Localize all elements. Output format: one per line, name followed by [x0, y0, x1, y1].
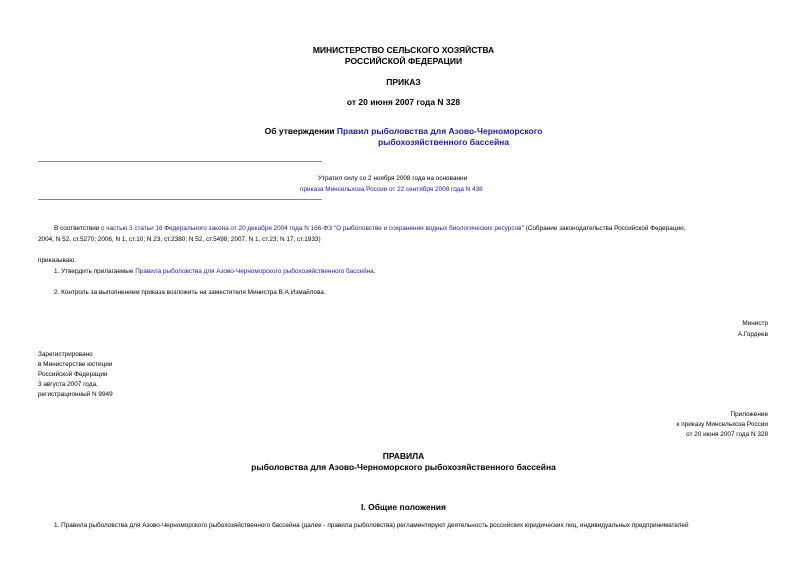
appendix-line: Приложение — [730, 411, 768, 418]
appendix-line: от 20 июня 2007 года N 328 — [686, 431, 768, 438]
section-paragraph-1: 1. Правила рыболовства для Азово-Черноморского рыбохозяйственного бассейна (далее - правила рыболовства) регламентируют деятельность российских юридических лиц, индивидуальных предпринимателей — [54, 522, 689, 529]
rules-subtitle: рыболовства для Азово-Черноморского рыбохозяйственного бассейна — [251, 462, 556, 472]
rules-title: ПРАВИЛА — [382, 451, 425, 461]
divider-top — [38, 161, 322, 162]
order-item-1 — [54, 266, 376, 277]
subject-line2 — [0, 137, 807, 148]
orders-intro: приказываю: — [38, 257, 76, 264]
signature-title: Министр — [742, 320, 768, 327]
section-heading: I. Общие положения — [361, 502, 446, 512]
preamble-text-after: (Собрание законодательства Российской Федерации, — [523, 225, 686, 232]
registration-line: 3 августа 2007 года, — [38, 381, 98, 388]
rules-link[interactable]: Правила рыболовства для Азово-Черноморского рыбохозяйственного бассейна — [135, 268, 374, 275]
order-item-2: 2. Контроль за выполнением приказа возложить на заместителя Министра В.А.Измайлова. — [54, 289, 326, 296]
rules-link-title-cont[interactable]: рыбохозяйственного бассейна — [377, 137, 510, 147]
preamble-line2: 2004, N 52, ст.5270; 2006, N 1, ст.10; N 23, ст.2380; N 52, ст.5498; 2007, N 1, ст.23; N 17, ст.1933) — [38, 236, 321, 243]
signature-name: А.Гордеев — [737, 331, 768, 338]
registration-line: Российской Федерации — [38, 371, 108, 378]
divider-bottom — [38, 199, 322, 200]
registration-line: регистрационный N 9949 — [38, 391, 113, 398]
law-article-link[interactable]: частью 3 статьи 16 Федерального закона от 20 декабря 2004 года N 166-ФЗ — [106, 225, 333, 232]
ministry-line2: РОССИЙСКОЙ ФЕДЕРАЦИИ — [344, 56, 463, 66]
status-note-line1: Утратил силу со 2 ноября 2008 года на основании — [318, 175, 468, 182]
status-note-link[interactable]: приказа Минсельхоза России от 22 сентября 2008 года N 438 — [300, 186, 483, 193]
order-date: от 20 июня 2007 года N 328 — [346, 97, 461, 107]
appendix-line: к приказу Минсельхоза России — [676, 421, 768, 428]
order-item-1-text: 1. Утвердить прилагаемые — [54, 268, 136, 275]
subject-line1 — [0, 126, 807, 137]
rules-link-title[interactable]: Правил рыболовства для Азово-Черноморского — [336, 126, 543, 136]
registration-line: Зарегистрировано — [38, 351, 93, 358]
registration-line: в Министерстве юстиции — [38, 361, 113, 368]
period: . — [373, 268, 376, 275]
ministry-line1: МИНИСТЕРСТВО СЕЛЬСКОГО ХОЗЯЙСТВА — [312, 45, 495, 55]
subject-prefix: Об утверждении — [264, 126, 337, 136]
preamble-line1 — [54, 223, 774, 234]
order-word: ПРИКАЗ — [386, 77, 421, 87]
law-title-link[interactable]: "О рыболовстве и сохранении водных биологических ресурсов" — [333, 225, 524, 232]
preamble-text: В соответствии с — [54, 225, 107, 232]
